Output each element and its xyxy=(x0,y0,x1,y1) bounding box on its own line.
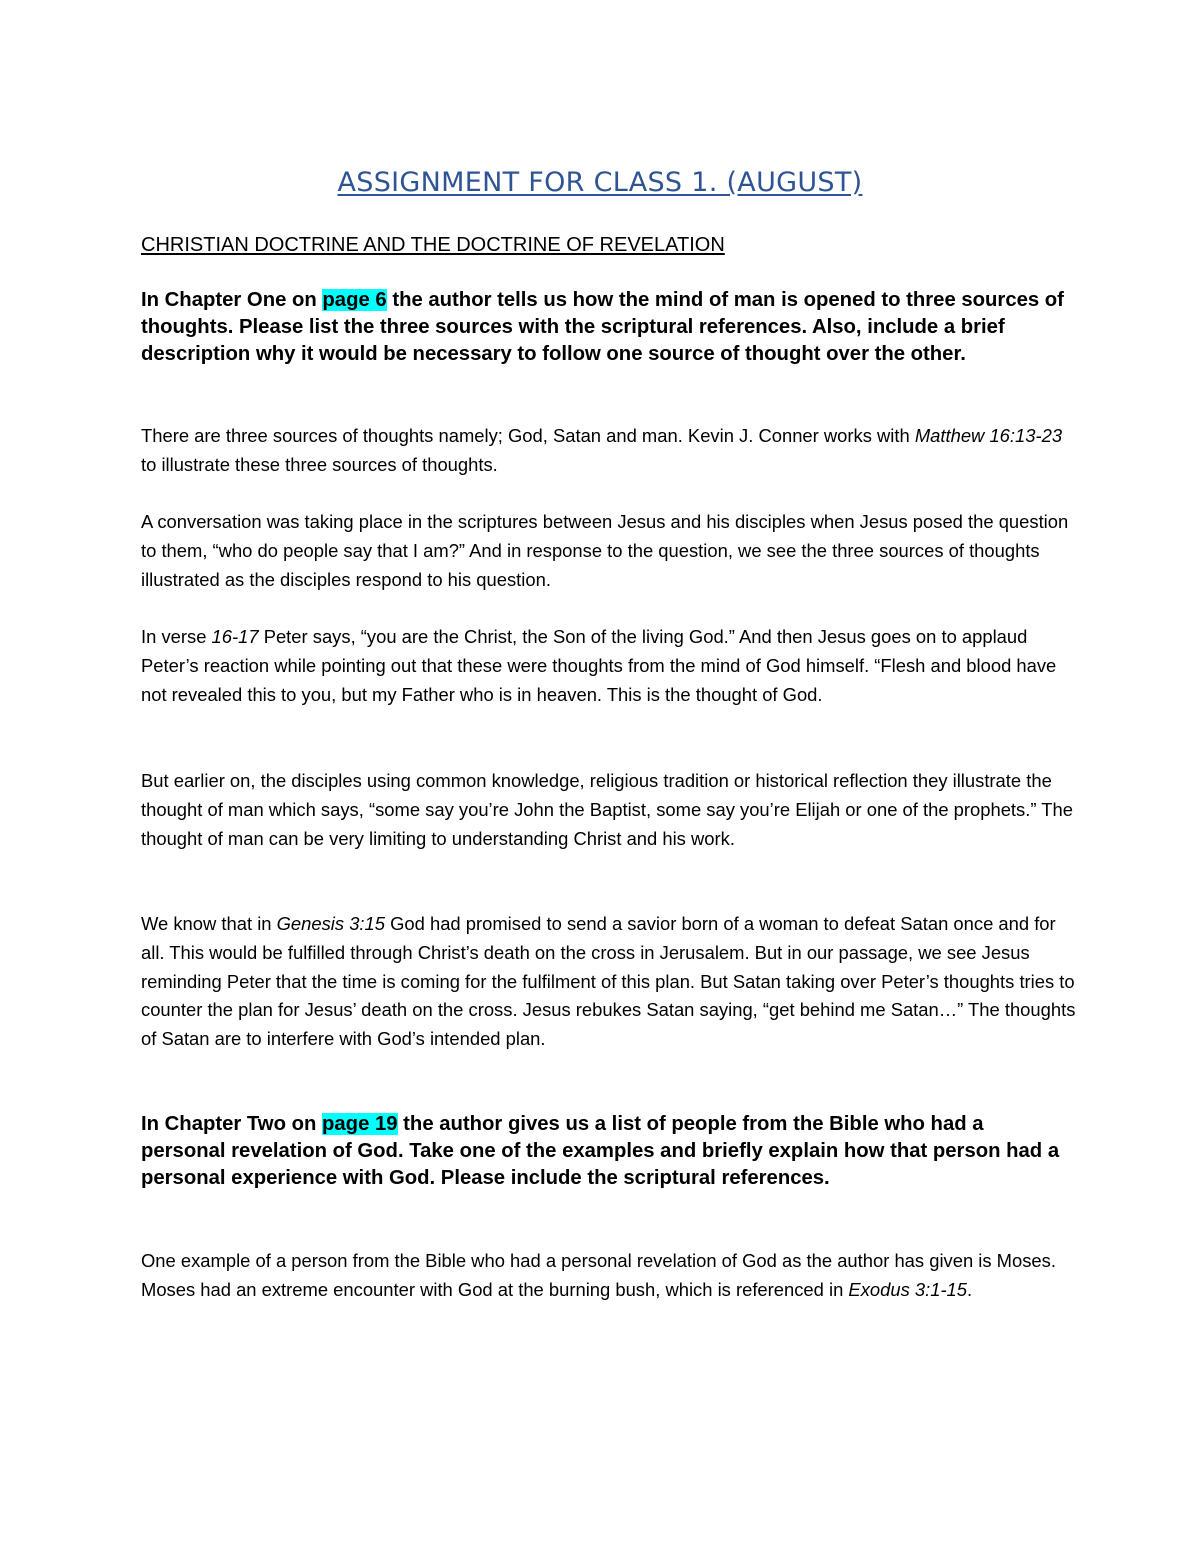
answer-paragraph-1 xyxy=(141,422,1076,480)
answer-paragraph-1-text-b: to illustrate these three sources of thoughts. xyxy=(141,453,498,475)
question-one xyxy=(141,287,1066,368)
answer-paragraph-5-text-b: God had promised to send a savior born of a woman to defeat Satan once and for all. This would be fulfilled through Christ’s death on the cross in Jerusalem. But in our passage, we see Jesus reminding Peter that the time is coming for the fulfilment of this plan. But Satan taking over Peter’s thoughts tries to counter the plan for Jesus’ death on the cross. Jesus rebukes Satan saying, “get behind me Satan…” The thoughts of Satan are to interfere with God’s intended plan. xyxy=(141,913,1076,1050)
section-subheading: CHRISTIAN DOCTRINE AND THE DOCTRINE OF REVELATION xyxy=(141,234,725,256)
scripture-reference: Matthew 16:13-23 xyxy=(914,425,1063,446)
answer-paragraph-3 xyxy=(141,623,1076,709)
answer-paragraph-5 xyxy=(141,910,1076,1054)
answer-paragraph-6-text-a: One example of a person from the Bible who had a personal revelation of God as the author has given is Moses. Moses had an extreme encounter with God at the burning bush, which is referenced in xyxy=(141,1250,1056,1300)
document-title: ASSIGNMENT FOR CLASS 1. (AUGUST) xyxy=(337,167,863,198)
scripture-reference: Genesis 3:15 xyxy=(276,913,385,934)
scripture-reference: 16-17 xyxy=(211,626,259,647)
answer-paragraph-4: But earlier on, the disciples using common knowledge, religious tradition or historical reflection they illustrate the thought of man which says, “some say you’re John the Baptist, some say you’re Elijah or one of the prophets.” The thought of man can be very limiting to understanding Christ and his work. xyxy=(141,770,1073,849)
answer-paragraph-6 xyxy=(141,1247,1076,1305)
page-reference-highlight: page 6 xyxy=(322,289,387,311)
answer-paragraph-3-text-b: Peter says, “you are the Christ, the Son of the living God.” And then Jesus goes on to applaud Peter’s reaction while pointing out that these were thoughts from the mind of God himself. “Flesh and blood have not revealed this to you, but my Father who is in heaven. This is the thought of God. xyxy=(141,626,1057,705)
answer-paragraph-5-text-a: We know that in xyxy=(141,913,277,934)
answer-paragraph-3-text-a: In verse xyxy=(141,626,212,647)
answer-paragraph-6-text-b: . xyxy=(967,1278,973,1300)
answer-paragraph-2: A conversation was taking place in the scriptures between Jesus and his disciples when Jesus posed the question to them, “who do people say that I am?” And in response to the question, we see the three sources of thoughts illustrated as the disciples respond to his question. xyxy=(141,511,1069,590)
question-two-intro: In Chapter Two on xyxy=(141,1113,323,1135)
scripture-reference: Exodus 3:1-15 xyxy=(848,1278,968,1300)
page-reference-highlight: page 19 xyxy=(322,1113,398,1135)
question-two-text: the author gives us a list of people from the Bible who had a personal revelation of God. Take one of the examples and briefly explain how that person had a personal experience with God. Please include the scriptural references. xyxy=(141,1113,1060,1189)
question-one-intro: In Chapter One on xyxy=(141,289,323,311)
question-one-text: the author tells us how the mind of man is opened to three sources of thoughts. Please list the three sources with the scriptural references. Also, include a brief description why it would be necessary to follow one source of thought over the other. xyxy=(141,289,1064,365)
question-two xyxy=(141,1111,1066,1192)
answer-paragraph-1-text-a: There are three sources of thoughts namely; God, Satan and man. Kevin J. Conner works with xyxy=(141,425,915,446)
